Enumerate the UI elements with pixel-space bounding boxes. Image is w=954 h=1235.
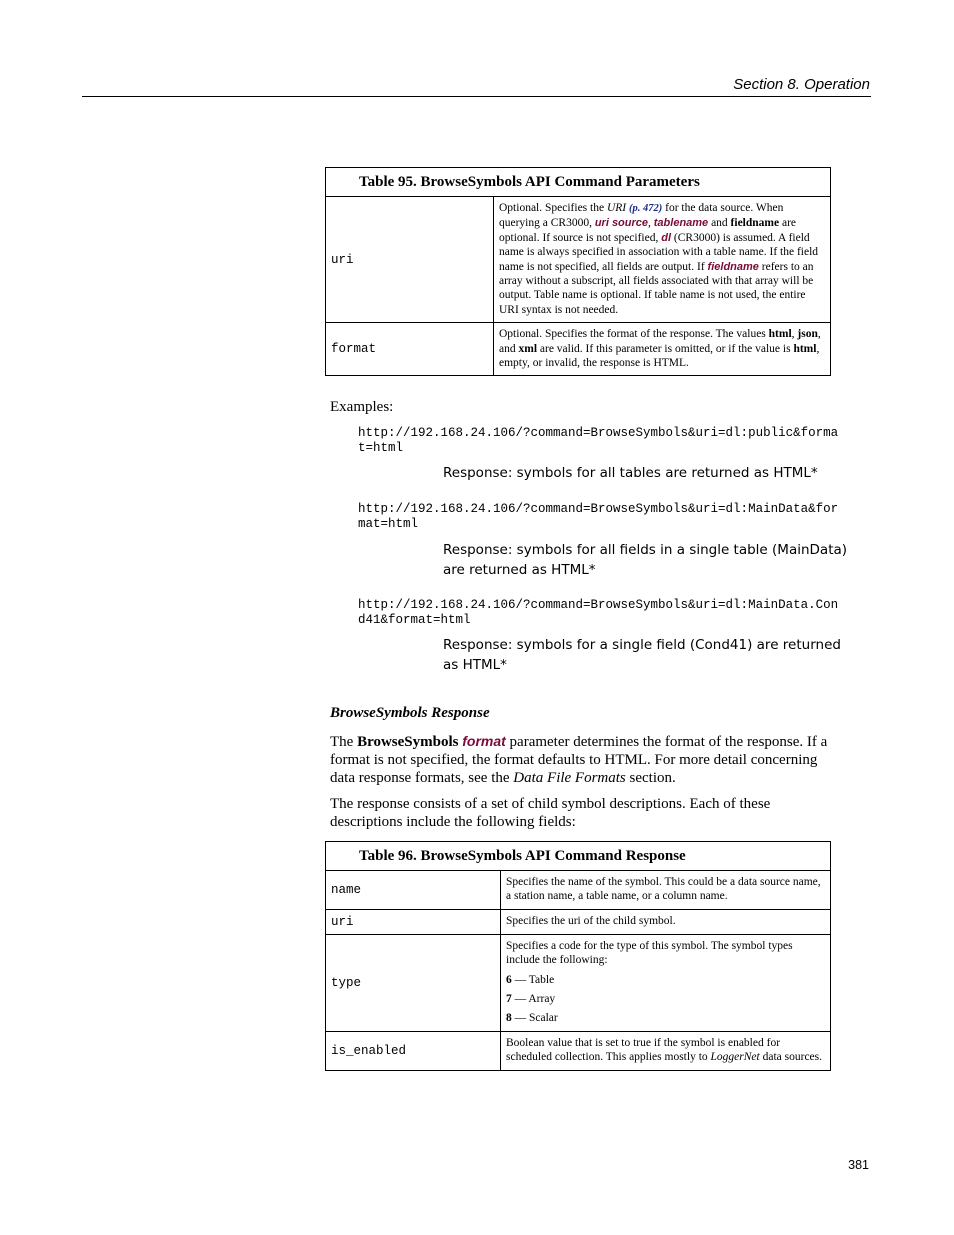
desc-text: are valid. If this parameter is omitted, or if the value is [537, 342, 794, 355]
header-rule [82, 96, 871, 97]
table-row [326, 934, 831, 1031]
desc-text: are optional. If source is not specified, [499, 217, 797, 244]
example-response: Response: symbols for all fields in a single table (MainData) are returned as HTML* [443, 542, 848, 578]
type-intro: Specifies a code for the type of this symbol. The symbol types include the following: [506, 939, 793, 967]
desc-text: Boolean value that is set to true if the symbol is enabled for scheduled collection. This applies mostly to [506, 1036, 781, 1064]
value-xml: xml [518, 342, 538, 355]
desc-text: and [708, 217, 731, 230]
bold-browsesymbols: BrowseSymbols [357, 734, 459, 750]
type-code: 7 [506, 993, 512, 1006]
keyword-fieldname: fieldname [707, 260, 759, 273]
table-96 [325, 841, 831, 1071]
data-file-formats-ref: Data File Formats [513, 770, 626, 786]
keyword-dl: dl [661, 231, 672, 244]
para-text: section. [625, 770, 676, 786]
table-row [326, 909, 831, 934]
value-html: html [768, 328, 792, 341]
separator: , and [499, 328, 821, 355]
type-code: 6 [506, 973, 512, 986]
example-response: Response: symbols for a single field (Cond41) are returned as HTML* [443, 637, 841, 673]
table-96-caption: Table 96. BrowseSymbols API Command Response [326, 842, 831, 871]
field-name-description: Specifies the name of the symbol. This could be a data source name, a station name, a table name, or a column name. [501, 871, 831, 910]
table-95 [325, 167, 831, 376]
type-item [506, 973, 824, 987]
paragraph: The response consists of a set of child symbol descriptions. Each of these descriptions include the following fields: [330, 796, 771, 830]
keyword-format: format [462, 733, 506, 749]
para-text: The [330, 734, 358, 750]
example-url: http://192.168.24.106/?command=BrowseSymbols&uri=dl:public&forma t=html [358, 426, 839, 455]
desc-text: , empty, or invalid, the response is HTML. [499, 342, 820, 370]
keyword-uri-source: uri source [594, 217, 649, 230]
field-type-description [501, 934, 831, 1031]
paragraph [330, 732, 840, 787]
section-heading: BrowseSymbols Response [330, 705, 490, 721]
type-label: — Table [511, 973, 555, 986]
param-uri: uri [326, 197, 494, 323]
desc-text: Optional. Specifies the format of the response. The values [499, 328, 769, 341]
type-code: 8 [506, 1012, 512, 1025]
table-row [326, 871, 831, 910]
bold-fieldname: fieldname [730, 217, 780, 230]
example-url: http://192.168.24.106/?command=BrowseSymbols&uri=dl:MainData.Con d41&format=html [358, 598, 839, 627]
separator: , [648, 217, 654, 230]
desc-text: data sources. [759, 1051, 823, 1064]
type-item [506, 992, 824, 1006]
value-html: html [793, 342, 817, 355]
desc-text: refers to an array without a subscript, all fields associated with that array will be output. Table name is optional. If table name is not used, the entire URI syntax is not needed. [499, 260, 814, 316]
type-label: — Scalar [511, 1012, 558, 1025]
uri-term: URI [606, 202, 627, 214]
table-row [326, 323, 831, 376]
loggernet-term: LoggerNet [710, 1051, 760, 1064]
para-text: parameter determines the format of the response. If a format is not specified, the format defaults to HTML. For more detail concerning data response formats, see the [330, 734, 828, 786]
field-is-enabled: is_enabled [326, 1031, 501, 1070]
type-label: — Array [511, 993, 556, 1006]
value-json: json [797, 328, 818, 341]
example-url: http://192.168.24.106/?command=BrowseSymbols&uri=dl:MainData&for mat=html [358, 502, 839, 531]
example-response: Response: symbols for all tables are returned as HTML* [443, 465, 818, 481]
field-name: name [326, 871, 501, 910]
field-type: type [326, 934, 501, 1031]
param-uri-description [494, 197, 831, 323]
param-format: format [326, 323, 494, 376]
field-is-enabled-description [501, 1031, 831, 1070]
field-uri: uri [326, 909, 501, 934]
page-reference-link[interactable]: (p. 472) [629, 203, 663, 214]
separator: , [791, 328, 798, 341]
keyword-tablename: tablename [653, 217, 709, 230]
table-row [326, 197, 831, 323]
table-95-caption: Table 95. BrowseSymbols API Command Parameters [326, 168, 831, 197]
type-item [506, 1011, 824, 1025]
desc-text: (CR3000) is assumed. A field name is always specified in association with a table name. If the field name is not specified, all fields are output. If [499, 231, 819, 273]
param-format-description [494, 323, 831, 376]
table-row [326, 1031, 831, 1070]
examples-label: Examples: [330, 399, 394, 415]
desc-text: for the data source. When querying a CR3000, [499, 202, 784, 230]
desc-text: Optional. Specifies the [499, 202, 607, 214]
field-uri-description: Specifies the uri of the child symbol. [501, 909, 831, 934]
section-title: Section 8. Operation [733, 76, 870, 93]
page-number: 381 [848, 1158, 869, 1172]
